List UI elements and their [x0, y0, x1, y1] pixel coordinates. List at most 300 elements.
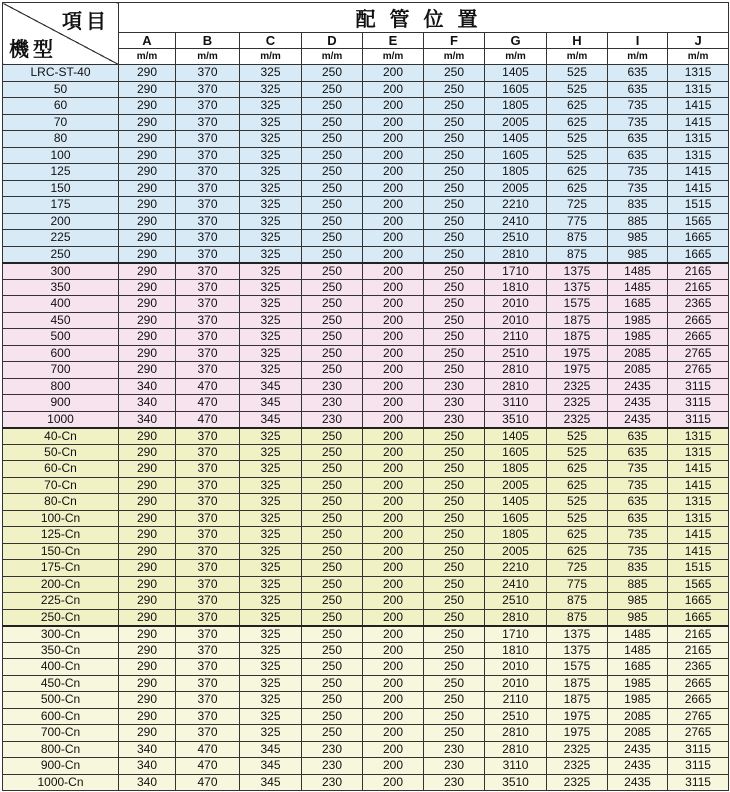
value-cell: 2110: [485, 692, 547, 709]
value-cell: 2410: [485, 576, 547, 593]
value-cell: 1985: [608, 329, 668, 346]
value-cell: 635: [608, 444, 668, 461]
value-cell: 200: [363, 230, 424, 247]
value-cell: 1315: [668, 428, 729, 445]
value-cell: 1485: [608, 263, 668, 280]
value-cell: 635: [608, 65, 668, 82]
value-cell: 2325: [547, 395, 608, 412]
value-cell: 1875: [547, 675, 608, 692]
value-cell: 625: [547, 114, 608, 131]
value-cell: 250: [302, 65, 363, 82]
value-cell: 250: [302, 725, 363, 742]
value-cell: 325: [240, 164, 302, 181]
value-cell: 1975: [547, 708, 608, 725]
table-row: [3, 510, 729, 527]
value-cell: 345: [240, 741, 302, 758]
column-header-g: G: [485, 33, 547, 49]
value-cell: 370: [176, 560, 240, 577]
value-cell: 325: [240, 147, 302, 164]
value-cell: 875: [547, 230, 608, 247]
value-cell: 200: [363, 428, 424, 445]
value-cell: 325: [240, 692, 302, 709]
value-cell: 3110: [485, 395, 547, 412]
value-cell: 230: [424, 758, 485, 775]
table-row: [3, 560, 729, 577]
value-cell: 1875: [547, 329, 608, 346]
value-cell: 200: [363, 527, 424, 544]
value-cell: 370: [176, 197, 240, 214]
table-row: [3, 180, 729, 197]
value-cell: 200: [363, 444, 424, 461]
value-cell: 200: [363, 279, 424, 296]
value-cell: 735: [608, 164, 668, 181]
value-cell: 230: [424, 411, 485, 428]
value-cell: 2765: [668, 708, 729, 725]
value-cell: 470: [176, 774, 240, 791]
value-cell: 325: [240, 362, 302, 379]
value-cell: 325: [240, 675, 302, 692]
value-cell: 370: [176, 180, 240, 197]
column-header-j: J: [668, 33, 729, 49]
model-cell: 150: [3, 180, 119, 197]
model-cell: 400: [3, 296, 119, 313]
value-cell: 250: [424, 626, 485, 643]
value-cell: 290: [119, 675, 176, 692]
value-cell: 325: [240, 725, 302, 742]
value-cell: 2435: [608, 741, 668, 758]
value-cell: 200: [363, 180, 424, 197]
value-cell: 290: [119, 692, 176, 709]
column-header-a: A: [119, 33, 176, 49]
model-cell: 800: [3, 378, 119, 395]
value-cell: 250: [302, 576, 363, 593]
value-cell: 775: [547, 213, 608, 230]
value-cell: 635: [608, 131, 668, 148]
unit-label: m/m: [668, 49, 729, 65]
model-cell: 50-Cn: [3, 444, 119, 461]
value-cell: 1975: [547, 725, 608, 742]
value-cell: 735: [608, 543, 668, 560]
value-cell: 1975: [547, 345, 608, 362]
value-cell: 1415: [668, 527, 729, 544]
value-cell: 2165: [668, 263, 729, 280]
value-cell: 2005: [485, 477, 547, 494]
table-row: [3, 114, 729, 131]
value-cell: 2210: [485, 560, 547, 577]
model-cell: 60: [3, 98, 119, 115]
value-cell: 250: [302, 81, 363, 98]
value-cell: 250: [302, 626, 363, 643]
value-cell: 250: [302, 708, 363, 725]
model-cell: 800-Cn: [3, 741, 119, 758]
model-cell: 60-Cn: [3, 461, 119, 478]
value-cell: 370: [176, 642, 240, 659]
value-cell: 1415: [668, 98, 729, 115]
table-row: [3, 444, 729, 461]
value-cell: 250: [424, 246, 485, 263]
value-cell: 2325: [547, 411, 608, 428]
value-cell: 635: [608, 147, 668, 164]
value-cell: 2765: [668, 725, 729, 742]
table-row: [3, 230, 729, 247]
table-row: [3, 494, 729, 511]
model-cell: 700-Cn: [3, 725, 119, 742]
value-cell: 370: [176, 477, 240, 494]
value-cell: 230: [302, 774, 363, 791]
value-cell: 2435: [608, 378, 668, 395]
value-cell: 1315: [668, 65, 729, 82]
value-cell: 1315: [668, 444, 729, 461]
value-cell: 885: [608, 576, 668, 593]
value-cell: 290: [119, 180, 176, 197]
model-cell: 500-Cn: [3, 692, 119, 709]
value-cell: 250: [302, 609, 363, 626]
table-row: [3, 428, 729, 445]
model-label: 機型: [9, 39, 57, 61]
value-cell: 370: [176, 312, 240, 329]
value-cell: 250: [302, 527, 363, 544]
value-cell: 2810: [485, 362, 547, 379]
value-cell: 325: [240, 477, 302, 494]
value-cell: 250: [424, 81, 485, 98]
value-cell: 1415: [668, 164, 729, 181]
value-cell: 1375: [547, 263, 608, 280]
value-cell: 250: [424, 98, 485, 115]
value-cell: 1485: [608, 626, 668, 643]
model-cell: 225: [3, 230, 119, 247]
model-cell: 70: [3, 114, 119, 131]
model-cell: 350: [3, 279, 119, 296]
value-cell: 290: [119, 114, 176, 131]
value-cell: 345: [240, 774, 302, 791]
value-cell: 2510: [485, 593, 547, 610]
table-row: [3, 197, 729, 214]
value-cell: 1985: [608, 692, 668, 709]
value-cell: 250: [424, 428, 485, 445]
value-cell: 1565: [668, 213, 729, 230]
model-cell: 80: [3, 131, 119, 148]
model-cell: 500: [3, 329, 119, 346]
value-cell: 1985: [608, 675, 668, 692]
value-cell: 3115: [668, 378, 729, 395]
value-cell: 325: [240, 461, 302, 478]
value-cell: 250: [302, 131, 363, 148]
value-cell: 2005: [485, 114, 547, 131]
table-row: [3, 345, 729, 362]
value-cell: 370: [176, 230, 240, 247]
value-cell: 1575: [547, 659, 608, 676]
value-cell: 340: [119, 411, 176, 428]
table-row: [3, 659, 729, 676]
value-cell: 1665: [668, 246, 729, 263]
value-cell: 290: [119, 477, 176, 494]
value-cell: 2085: [608, 725, 668, 742]
value-cell: 735: [608, 114, 668, 131]
value-cell: 290: [119, 131, 176, 148]
value-cell: 200: [363, 642, 424, 659]
value-cell: 250: [424, 725, 485, 742]
value-cell: 525: [547, 444, 608, 461]
value-cell: 290: [119, 81, 176, 98]
model-cell: 50: [3, 81, 119, 98]
table-row: [3, 725, 729, 742]
value-cell: 2810: [485, 246, 547, 263]
value-cell: 1810: [485, 279, 547, 296]
value-cell: 1875: [547, 692, 608, 709]
value-cell: 250: [302, 510, 363, 527]
value-cell: 370: [176, 279, 240, 296]
value-cell: 250: [424, 494, 485, 511]
value-cell: 625: [547, 164, 608, 181]
value-cell: 290: [119, 642, 176, 659]
value-cell: 1315: [668, 510, 729, 527]
value-cell: 370: [176, 510, 240, 527]
value-cell: 625: [547, 180, 608, 197]
value-cell: 340: [119, 378, 176, 395]
model-cell: 250: [3, 246, 119, 263]
value-cell: 250: [424, 461, 485, 478]
value-cell: 340: [119, 774, 176, 791]
value-cell: 2165: [668, 642, 729, 659]
value-cell: 1605: [485, 510, 547, 527]
value-cell: 625: [547, 461, 608, 478]
value-cell: 3115: [668, 774, 729, 791]
value-cell: 250: [302, 197, 363, 214]
value-cell: 370: [176, 543, 240, 560]
unit-label: m/m: [547, 49, 608, 65]
model-cell: 100: [3, 147, 119, 164]
value-cell: 370: [176, 213, 240, 230]
value-cell: 725: [547, 560, 608, 577]
value-cell: 735: [608, 461, 668, 478]
value-cell: 290: [119, 279, 176, 296]
table-header: [3, 3, 729, 65]
column-header-c: C: [240, 33, 302, 49]
table-row: [3, 774, 729, 791]
model-cell: 250-Cn: [3, 609, 119, 626]
value-cell: 250: [424, 345, 485, 362]
value-cell: 1405: [485, 131, 547, 148]
value-cell: 250: [424, 114, 485, 131]
value-cell: 250: [424, 131, 485, 148]
value-cell: 250: [424, 510, 485, 527]
value-cell: 290: [119, 197, 176, 214]
value-cell: 290: [119, 246, 176, 263]
table-row: [3, 65, 729, 82]
value-cell: 2665: [668, 312, 729, 329]
value-cell: 2085: [608, 345, 668, 362]
value-cell: 250: [424, 560, 485, 577]
value-cell: 1415: [668, 461, 729, 478]
unit-label: m/m: [485, 49, 547, 65]
value-cell: 325: [240, 131, 302, 148]
column-header-f: F: [424, 33, 485, 49]
value-cell: 325: [240, 345, 302, 362]
table-row: [3, 329, 729, 346]
table-row: [3, 81, 729, 98]
value-cell: 735: [608, 180, 668, 197]
value-cell: 325: [240, 510, 302, 527]
value-cell: 290: [119, 626, 176, 643]
value-cell: 635: [608, 428, 668, 445]
value-cell: 2085: [608, 362, 668, 379]
value-cell: 1665: [668, 593, 729, 610]
value-cell: 325: [240, 114, 302, 131]
value-cell: 2810: [485, 609, 547, 626]
value-cell: 250: [424, 708, 485, 725]
value-cell: 1605: [485, 444, 547, 461]
value-cell: 325: [240, 230, 302, 247]
value-cell: 250: [424, 197, 485, 214]
value-cell: 290: [119, 527, 176, 544]
value-cell: 250: [302, 362, 363, 379]
value-cell: 250: [424, 692, 485, 709]
value-cell: 3510: [485, 411, 547, 428]
table-row: [3, 362, 729, 379]
value-cell: 325: [240, 642, 302, 659]
value-cell: 370: [176, 428, 240, 445]
table-row: [3, 626, 729, 643]
unit-label: m/m: [176, 49, 240, 65]
value-cell: 230: [424, 395, 485, 412]
value-cell: 835: [608, 197, 668, 214]
value-cell: 3115: [668, 741, 729, 758]
value-cell: 290: [119, 725, 176, 742]
value-cell: 525: [547, 131, 608, 148]
value-cell: 370: [176, 246, 240, 263]
value-cell: 250: [302, 279, 363, 296]
value-cell: 470: [176, 758, 240, 775]
value-cell: 325: [240, 609, 302, 626]
value-cell: 1565: [668, 576, 729, 593]
value-cell: 1875: [547, 312, 608, 329]
value-cell: 875: [547, 246, 608, 263]
value-cell: 250: [424, 65, 485, 82]
value-cell: 2435: [608, 774, 668, 791]
value-cell: 1710: [485, 263, 547, 280]
value-cell: 985: [608, 246, 668, 263]
value-cell: 2665: [668, 329, 729, 346]
value-cell: 370: [176, 494, 240, 511]
piping-position-table: [2, 2, 729, 791]
value-cell: 370: [176, 609, 240, 626]
value-cell: 325: [240, 527, 302, 544]
value-cell: 2325: [547, 774, 608, 791]
value-cell: 2410: [485, 213, 547, 230]
value-cell: 250: [302, 114, 363, 131]
value-cell: 370: [176, 147, 240, 164]
value-cell: 250: [424, 543, 485, 560]
model-cell: 600-Cn: [3, 708, 119, 725]
value-cell: 370: [176, 692, 240, 709]
value-cell: 250: [302, 230, 363, 247]
value-cell: 370: [176, 296, 240, 313]
table-row: [3, 527, 729, 544]
value-cell: 525: [547, 81, 608, 98]
value-cell: 250: [302, 692, 363, 709]
value-cell: 290: [119, 444, 176, 461]
value-cell: 370: [176, 362, 240, 379]
value-cell: 525: [547, 510, 608, 527]
value-cell: 1515: [668, 560, 729, 577]
table-row: [3, 246, 729, 263]
value-cell: 1405: [485, 494, 547, 511]
value-cell: 250: [302, 329, 363, 346]
value-cell: 230: [424, 378, 485, 395]
value-cell: 250: [424, 180, 485, 197]
value-cell: 1405: [485, 428, 547, 445]
table-row: [3, 477, 729, 494]
value-cell: 250: [424, 593, 485, 610]
value-cell: 625: [547, 527, 608, 544]
value-cell: 2810: [485, 741, 547, 758]
value-cell: 200: [363, 675, 424, 692]
table-row: [3, 609, 729, 626]
value-cell: 200: [363, 560, 424, 577]
value-cell: 250: [424, 659, 485, 676]
value-cell: 250: [302, 642, 363, 659]
value-cell: 3115: [668, 395, 729, 412]
value-cell: 250: [424, 263, 485, 280]
model-cell: 700: [3, 362, 119, 379]
value-cell: 200: [363, 461, 424, 478]
value-cell: 735: [608, 477, 668, 494]
value-cell: 200: [363, 114, 424, 131]
value-cell: 2085: [608, 708, 668, 725]
value-cell: 1605: [485, 81, 547, 98]
value-cell: 290: [119, 296, 176, 313]
value-cell: 200: [363, 774, 424, 791]
value-cell: 340: [119, 395, 176, 412]
value-cell: 250: [424, 362, 485, 379]
model-cell: 40-Cn: [3, 428, 119, 445]
value-cell: 2325: [547, 758, 608, 775]
unit-label: m/m: [608, 49, 668, 65]
value-cell: 625: [547, 543, 608, 560]
value-cell: 290: [119, 461, 176, 478]
value-cell: 370: [176, 659, 240, 676]
value-cell: 200: [363, 263, 424, 280]
model-cell: 600: [3, 345, 119, 362]
value-cell: 200: [363, 593, 424, 610]
value-cell: 1375: [547, 642, 608, 659]
value-cell: 325: [240, 81, 302, 98]
value-cell: 200: [363, 543, 424, 560]
value-cell: 250: [302, 593, 363, 610]
value-cell: 250: [302, 312, 363, 329]
value-cell: 290: [119, 329, 176, 346]
value-cell: 200: [363, 147, 424, 164]
corner-header: [3, 3, 119, 65]
value-cell: 2005: [485, 543, 547, 560]
value-cell: 1805: [485, 461, 547, 478]
value-cell: 2365: [668, 659, 729, 676]
value-cell: 290: [119, 98, 176, 115]
value-cell: 470: [176, 395, 240, 412]
value-cell: 325: [240, 626, 302, 643]
value-cell: 290: [119, 494, 176, 511]
value-cell: 985: [608, 230, 668, 247]
value-cell: 250: [302, 494, 363, 511]
value-cell: 1805: [485, 98, 547, 115]
value-cell: 325: [240, 428, 302, 445]
value-cell: 290: [119, 164, 176, 181]
column-header-b: B: [176, 33, 240, 49]
value-cell: 250: [424, 675, 485, 692]
value-cell: 230: [302, 758, 363, 775]
value-cell: 200: [363, 345, 424, 362]
value-cell: 370: [176, 164, 240, 181]
